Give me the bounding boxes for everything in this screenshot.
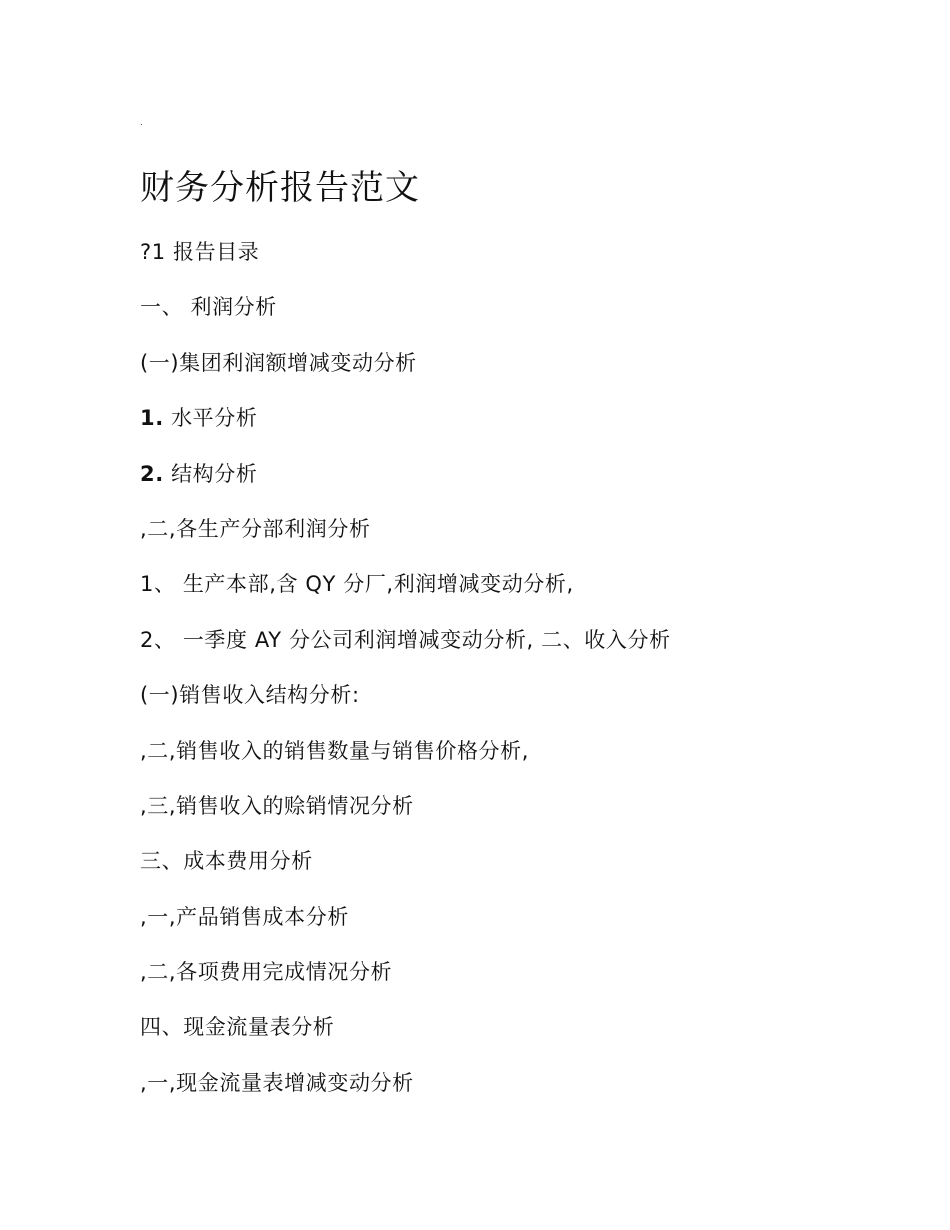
toc-item: ,二,各项费用完成情况分析 [140, 960, 393, 985]
toc-item-numbered [140, 456, 671, 511]
document-title: 财务分析报告范文 [140, 168, 420, 208]
toc-section-profit: 一、 利润分析 [140, 295, 277, 320]
toc-section-cashflow: 四、现金流量表分析 [140, 1015, 335, 1040]
toc-item: ,一,产品销售成本分析 [140, 904, 349, 929]
toc-item: 1、 生产本部,含 QY 分厂,利润增减变动分析, [140, 572, 574, 597]
page-marker: . [140, 118, 143, 127]
toc-item: 2、 一季度 AY 分公司利润增减变动分析, 二、收入分析 [140, 627, 671, 652]
item-text: 结构分析 [163, 461, 258, 486]
toc-item: ,二,各生产分部利润分析 [140, 516, 371, 541]
item-number: 1. [140, 406, 164, 431]
toc-section-cost: 三、成本费用分析 [140, 849, 313, 874]
item-number: 2. [140, 461, 164, 486]
item-text: 水平分析 [163, 406, 258, 431]
toc-item: ,三,销售收入的赊销情况分析 [140, 793, 414, 818]
toc-item: (一)集团利润额增减变动分析 [140, 350, 417, 375]
toc-item: ,二,销售收入的销售数量与销售价格分析, [140, 738, 530, 763]
toc-item: ,一,现金流量表增减变动分析 [140, 1070, 414, 1095]
toc-item: (一)销售收入结构分析: [140, 683, 360, 708]
toc-item-numbered [140, 400, 671, 455]
table-of-contents [140, 234, 671, 1120]
toc-heading: ?1 报告目录 [140, 240, 260, 264]
